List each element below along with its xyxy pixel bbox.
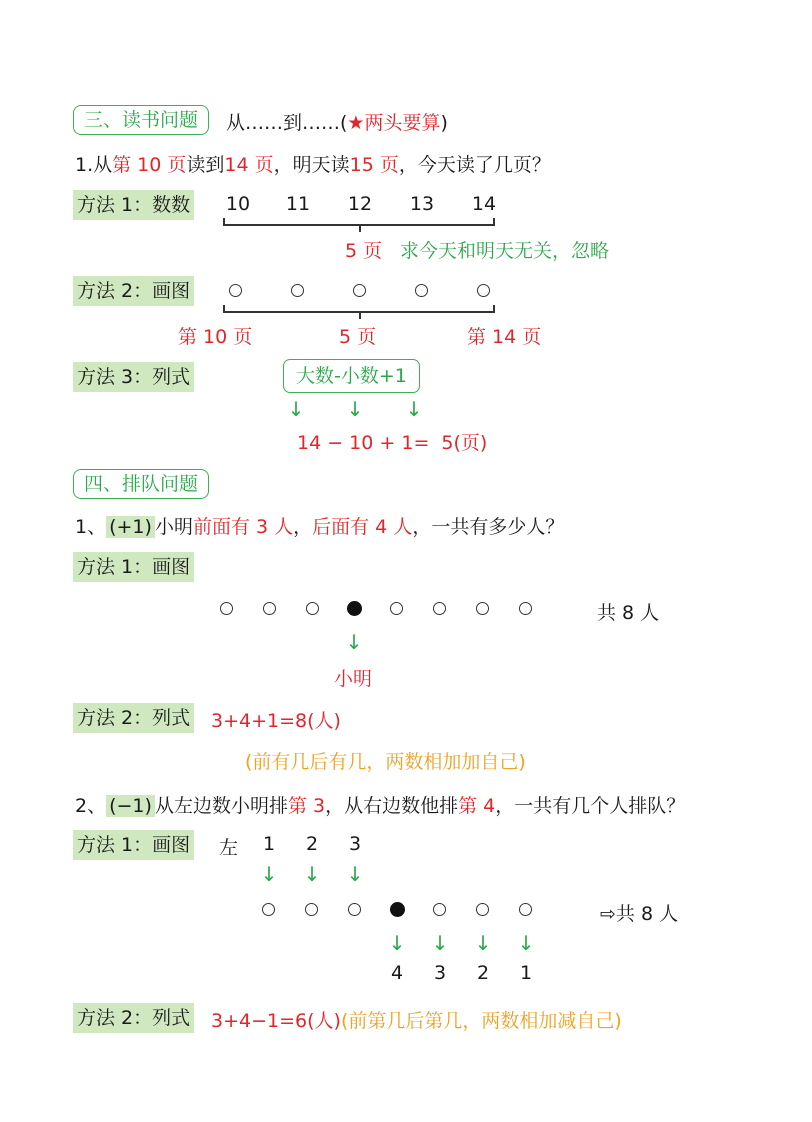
person-circle xyxy=(476,903,489,916)
plus-one-tag: (+1) xyxy=(106,516,155,538)
down-arrow-icon: ↓ xyxy=(474,931,492,955)
person-circle xyxy=(263,602,276,615)
person-circle xyxy=(348,903,361,916)
down-arrow-icon: ↓ xyxy=(287,397,305,421)
method-1-label: 方法 1：数数 xyxy=(73,190,194,220)
star-icon: ★ xyxy=(347,112,365,134)
question-1: 1.从第 10 页读到14 页，明天读15 页，今天读了几页？ xyxy=(75,154,551,176)
person-circle xyxy=(476,602,489,615)
right-count: 1 xyxy=(519,962,533,984)
rule-note-2: (前第几后第几，两数相加减自己) xyxy=(340,1010,622,1032)
section-3-subtitle: 从……到……(★两头要算) xyxy=(226,112,448,134)
brace-tick xyxy=(223,218,225,226)
problem-1: 1、 (+1) 小明前面有 3 人，后面有 4 人，一共有多少人？ xyxy=(75,516,565,538)
count-number: 13 xyxy=(409,193,435,215)
page-count-label: 5 页 xyxy=(339,326,377,348)
method-3-label: 方法 3：列式 xyxy=(73,362,194,392)
formula-box: 大数-小数+1 xyxy=(283,359,420,393)
down-arrow-icon: ↓ xyxy=(345,630,363,654)
total-label: 共 8 人 xyxy=(597,602,660,624)
count-number: 11 xyxy=(285,193,311,215)
left-label: 左 xyxy=(219,837,239,859)
total-label: ⇨共 8 人 xyxy=(600,903,679,925)
page-circle xyxy=(291,284,304,297)
right-count: 4 xyxy=(390,962,404,984)
brace-tick xyxy=(359,311,361,319)
method-1-label: 方法 1：画图 xyxy=(73,830,194,860)
person-circle xyxy=(390,602,403,615)
left-count: 3 xyxy=(348,833,362,855)
count-result: 5 页 xyxy=(345,240,383,262)
down-arrow-icon: ↓ xyxy=(388,931,406,955)
person-circle xyxy=(306,602,319,615)
right-count: 2 xyxy=(476,962,490,984)
right-count: 3 xyxy=(433,962,447,984)
person-circle xyxy=(433,903,446,916)
equation-3-row xyxy=(211,1006,622,1033)
person-circle xyxy=(519,903,532,916)
equation-3: 3+4−1=6(人) xyxy=(211,1010,341,1032)
person-circle xyxy=(519,602,532,615)
person-circle xyxy=(305,903,318,916)
down-arrow-icon: ↓ xyxy=(346,862,364,886)
method-1-label: 方法 1：画图 xyxy=(73,552,194,582)
page-circle xyxy=(353,284,366,297)
section-4-header: 四、排队问题 xyxy=(73,469,209,499)
method-2-label: 方法 2：画图 xyxy=(73,276,194,306)
brace-tick xyxy=(493,305,495,313)
brace-tick xyxy=(223,305,225,313)
method-2-label: 方法 2：列式 xyxy=(73,1003,194,1033)
down-arrow-icon: ↓ xyxy=(405,397,423,421)
page-circle xyxy=(415,284,428,297)
method-2-label: 方法 2：列式 xyxy=(73,703,194,733)
brace-tick xyxy=(493,218,495,226)
xiaoming-dot xyxy=(390,902,405,917)
page-circle xyxy=(477,284,490,297)
ignore-note: 求今天和明天无关，忽略 xyxy=(400,240,610,262)
xiaoming-dot xyxy=(347,601,362,616)
down-arrow-icon: ↓ xyxy=(431,931,449,955)
down-arrow-icon: ↓ xyxy=(303,862,321,886)
rule-note-1: (前有几后有几，两数相加加自己) xyxy=(245,751,526,773)
left-count: 1 xyxy=(262,833,276,855)
person-circle xyxy=(262,903,275,916)
page-circle xyxy=(229,284,242,297)
down-arrow-icon: ↓ xyxy=(346,397,364,421)
count-number: 10 xyxy=(225,193,251,215)
end-page-label: 第 14 页 xyxy=(467,326,542,348)
count-number: 14 xyxy=(471,193,497,215)
equation-1: 14 − 10 + 1= 5(页) xyxy=(297,432,488,454)
brace-tick xyxy=(359,224,361,232)
minus-one-tag: (−1) xyxy=(106,795,155,817)
person-circle xyxy=(220,602,233,615)
left-count: 2 xyxy=(305,833,319,855)
down-arrow-icon: ↓ xyxy=(517,931,535,955)
equation-2: 3+4+1=8(人) xyxy=(211,710,341,732)
problem-2: 2、 (−1) 从左边数小明排第 3，从右边数他排第 4，一共有几个人排队？ xyxy=(75,795,686,817)
section-3-header: 三、读书问题 xyxy=(73,105,209,135)
xiaoming-label: 小明 xyxy=(334,668,373,690)
start-page-label: 第 10 页 xyxy=(178,326,253,348)
count-number: 12 xyxy=(347,193,373,215)
down-arrow-icon: ↓ xyxy=(260,862,278,886)
person-circle xyxy=(433,602,446,615)
